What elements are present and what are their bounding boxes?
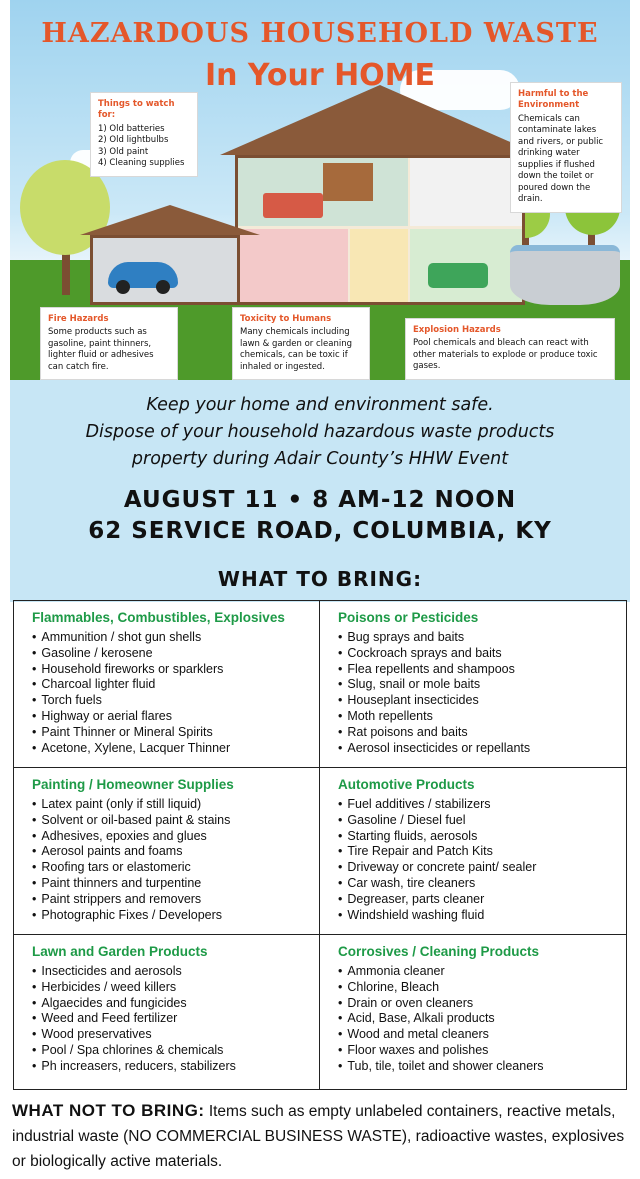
fire-hazards-callout	[40, 307, 178, 380]
category-list	[32, 964, 311, 1075]
attic-room	[410, 158, 522, 226]
list-item: • Wood and metal cleaners	[338, 1027, 618, 1043]
explosion-text: Pool chemicals and bleach can react with other materials to explode or produce toxic gases.	[413, 338, 598, 372]
list-item: • Ph increasers, reducers, stabilizers	[32, 1059, 311, 1075]
list-item: • Roofing tars or elastomeric	[32, 860, 311, 876]
category-list	[338, 630, 618, 756]
category-title: Painting / Homeowner Supplies	[32, 777, 234, 792]
toxicity-title: Toxicity to Humans	[240, 314, 332, 324]
list-item: • Floor waxes and polishes	[338, 1043, 618, 1059]
category-list	[32, 630, 311, 756]
list-item: • Algaecides and fungicides	[32, 996, 311, 1012]
what-not-to-bring-label: WHAT NOT TO BRING:	[12, 1101, 205, 1120]
event-date-time: AUGUST 11 • 8 AM-12 NOON	[123, 487, 517, 513]
car-wheel	[116, 280, 130, 294]
dispose-message: Dispose of your household hazardous waste products	[85, 422, 555, 442]
list-item: 4) Cleaning supplies	[98, 158, 185, 169]
list-item: • Household fireworks or sparklers	[32, 662, 311, 678]
above-ground-pool	[510, 245, 620, 305]
environment-title: Harmful to the Environment	[518, 89, 589, 111]
list-item: • Paint thinners and turpentine	[32, 876, 311, 892]
list-item: • Houseplant insecticides	[338, 693, 618, 709]
watch-for-callout	[90, 92, 198, 177]
category-title: Automotive Products	[338, 777, 475, 792]
list-item: • Aerosol insecticides or repellants	[338, 741, 618, 757]
list-item: • Solvent or oil-based paint & stains	[32, 813, 311, 829]
list-item: • Pool / Spa chlorines & chemicals	[32, 1043, 311, 1059]
list-item: • Torch fuels	[32, 693, 311, 709]
list-item: • Moth repellents	[338, 709, 618, 725]
list-item: 2) Old lightbulbs	[98, 135, 169, 146]
category-title: Flammables, Combustibles, Explosives	[32, 610, 285, 625]
list-item: • Highway or aerial flares	[32, 709, 311, 725]
category-title: Lawn and Garden Products	[32, 944, 208, 959]
category-list	[338, 797, 618, 923]
category-flammables	[14, 601, 320, 768]
toxicity-callout	[232, 307, 370, 380]
explosion-title: Explosion Hazards	[413, 325, 501, 335]
category-list	[338, 964, 618, 1075]
environment-text: Chemicals can contaminate lakes and rivers, or public drinking water supplies if flushed down the toilet or poured down the drain.	[518, 113, 604, 205]
list-item: • Bug sprays and baits	[338, 630, 618, 646]
category-poisons	[320, 601, 626, 768]
list-item: • Paint strippers and removers	[32, 892, 311, 908]
house-roof	[220, 85, 540, 155]
poster-title: HAZARDOUS HOUSEHOLD WASTE	[41, 18, 599, 49]
what-not-to-bring-text: Items such as empty unlabeled containers, reactive metals, industrial waste (NO COMMERCIAL BUSINESS WASTE), radioactive wastes, explosives or biologically active materials.	[12, 1103, 625, 1170]
category-list	[32, 797, 311, 923]
list-item: • Tub, tile, toilet and shower cleaners	[338, 1059, 618, 1075]
list-item: • Photographic Fixes / Developers	[32, 908, 311, 924]
garage-roof	[80, 205, 260, 235]
poster-subtitle: In Your HOME	[204, 58, 436, 93]
list-item: • Rat poisons and baits	[338, 725, 618, 741]
bed	[263, 193, 323, 218]
toxicity-text: Many chemicals including lawn & garden or cleaning chemicals, can be toxic if inhaled or ingested.	[240, 327, 353, 372]
fire-hazards-title: Fire Hazards	[48, 314, 109, 324]
event-message: property during Adair County’s HHW Event	[131, 449, 509, 469]
list-item: • Adhesives, epoxies and glues	[32, 829, 311, 845]
list-item: • Degreaser, parts cleaner	[338, 892, 618, 908]
watch-for-list	[98, 124, 190, 170]
list-item: • Charcoal lighter fluid	[32, 677, 311, 693]
list-item: • Cockroach sprays and baits	[338, 646, 618, 662]
what-to-bring-table	[13, 600, 627, 1090]
environment-callout	[510, 82, 622, 213]
list-item: • Paint Thinner or Mineral Spirits	[32, 725, 311, 741]
list-item: • Starting fluids, aerosols	[338, 829, 618, 845]
list-item: • Weed and Feed fertilizer	[32, 1011, 311, 1027]
watch-for-title: Things to watch for:	[98, 99, 175, 121]
what-not-to-bring	[12, 1098, 630, 1174]
list-item: • Gasoline / kerosene	[32, 646, 311, 662]
dining-room	[350, 229, 408, 302]
list-item: • Latex paint (only if still liquid)	[32, 797, 311, 813]
list-item: • Flea repellents and shampoos	[338, 662, 618, 678]
list-item: • Car wash, tire cleaners	[338, 876, 618, 892]
category-corrosives	[320, 935, 626, 1089]
bookshelf	[323, 163, 373, 201]
list-item: • Chlorine, Bleach	[338, 980, 618, 996]
list-item: • Fuel additives / stabilizers	[338, 797, 618, 813]
list-item: • Driveway or concrete paint/ sealer	[338, 860, 618, 876]
list-item: • Insecticides and aerosols	[32, 964, 311, 980]
category-lawn-garden	[14, 935, 320, 1089]
sofa	[428, 263, 488, 288]
category-title: Poisons or Pesticides	[338, 610, 479, 625]
list-item: • Ammonia cleaner	[338, 964, 618, 980]
house	[235, 155, 525, 305]
what-to-bring-heading: WHAT TO BRING:	[217, 567, 423, 591]
list-item: • Drain or oven cleaners	[338, 996, 618, 1012]
list-item: • Aerosol paints and foams	[32, 844, 311, 860]
list-item: • Slug, snail or mole baits	[338, 677, 618, 693]
list-item: 3) Old paint	[98, 146, 149, 157]
list-item: • Windshield washing fluid	[338, 908, 618, 924]
hero-illustration	[10, 0, 630, 386]
event-info-panel	[10, 380, 630, 602]
explosion-callout	[405, 318, 615, 380]
list-item: • Gasoline / Diesel fuel	[338, 813, 618, 829]
list-item: • Ammunition / shot gun shells	[32, 630, 311, 646]
category-automotive	[320, 768, 626, 935]
category-painting	[14, 768, 320, 935]
list-item: • Wood preservatives	[32, 1027, 311, 1043]
list-item: • Herbicides / weed killers	[32, 980, 311, 996]
list-item: • Acid, Base, Alkali products	[338, 1011, 618, 1027]
list-item: • Acetone, Xylene, Lacquer Thinner	[32, 741, 311, 757]
category-title: Corrosives / Cleaning Products	[338, 944, 540, 959]
list-item: • Tire Repair and Patch Kits	[338, 844, 618, 860]
car-wheel	[156, 280, 170, 294]
event-address: 62 SERVICE ROAD, COLUMBIA, KY	[88, 518, 552, 544]
safety-message: Keep your home and environment safe.	[146, 395, 494, 415]
list-item: 1) Old batteries	[98, 123, 165, 134]
kitchen	[238, 229, 348, 302]
fire-hazards-text: Some products such as gasoline, paint thinners, lighter fluid or adhesives can catch fire.	[48, 327, 154, 372]
